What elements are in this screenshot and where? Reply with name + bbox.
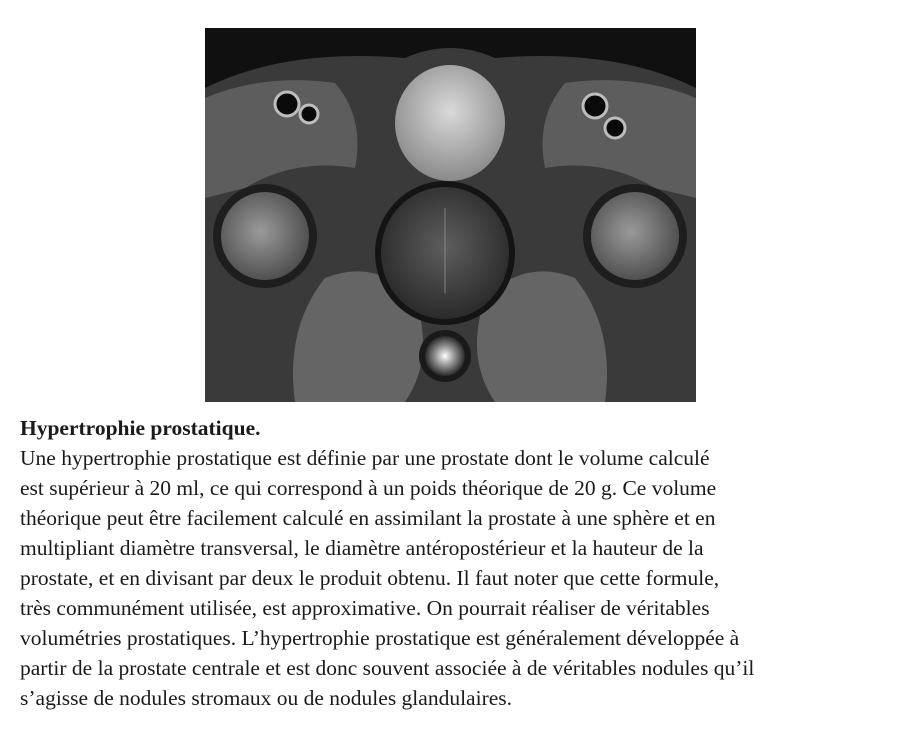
caption-line: prostate, et en divisant par deux le produit obtenu. Il faut noter que cette formule, bbox=[20, 566, 720, 590]
caption-line: partir de la prostate centrale et est donc souvent associée à de véritables nodules qu’il bbox=[20, 656, 755, 680]
caption-title: Hypertrophie prostatique. bbox=[20, 416, 261, 440]
caption-line: volumétries prostatiques. L’hypertrophie prostatique est généralement développée à bbox=[20, 626, 740, 650]
caption-line: multipliant diamètre transversal, le diamètre antéropostérieur et la hauteur de la bbox=[20, 536, 704, 560]
caption-line: très communément utilisée, est approximative. On pourrait réaliser de véritables bbox=[20, 596, 710, 620]
mri-figure bbox=[205, 28, 696, 402]
caption-line: s’agisse de nodules stromaux ou de nodules glandulaires. bbox=[20, 686, 513, 710]
caption-body bbox=[20, 443, 885, 713]
caption-line: est supérieur à 20 ml, ce qui correspond à un poids théorique de 20 g. Ce volume bbox=[20, 476, 717, 500]
caption-line: théorique peut être facilement calculé en assimilant la prostate à une sphère et en bbox=[20, 506, 716, 530]
prostate-mri-image bbox=[205, 28, 696, 402]
caption-line: Une hypertrophie prostatique est définie par une prostate dont le volume calculé bbox=[20, 446, 710, 470]
figure-caption bbox=[20, 414, 885, 713]
